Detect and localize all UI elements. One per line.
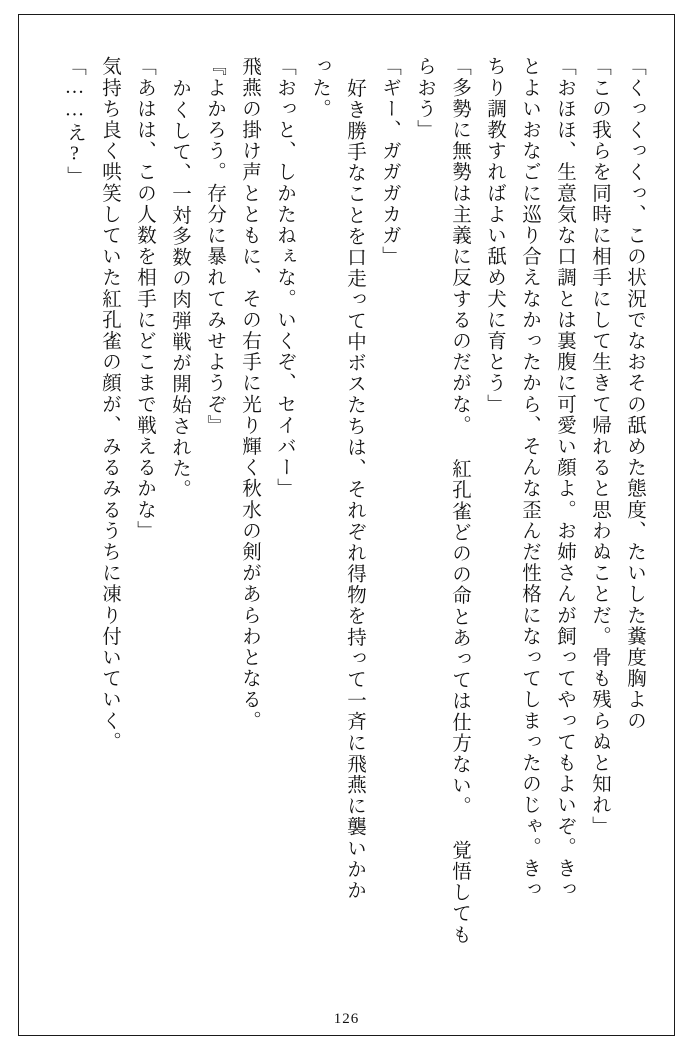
text-line: 「あはは、この人数を相手にどこまで戦えるかな」 — [134, 56, 155, 542]
text-line: 『よかろう。存分に暴れてみせようぞ』 — [204, 56, 225, 436]
text-line: 「おほほ、生意気な口調とは裏腹に可愛い顔よ。お姉さんが飼ってやってもよいぞ。きっ — [554, 56, 575, 900]
vertical-text-body — [40, 56, 652, 956]
text-line: 「おっと、しかたねぇな。いくぞ、セイバー」 — [274, 56, 295, 500]
text-line: 「ギー、ガガガカガ」 — [379, 56, 400, 267]
text-line: ちり調教すればよい舐め犬に育とう」 — [484, 56, 505, 415]
text-line: 飛燕の掛け声とともに、その右手に光り輝く秋水の剣があらわとなる。 — [239, 56, 260, 732]
text-line: 好き勝手なことを口走って中ボスたちは、それぞれ得物を持って一斉に飛燕に襲いかか — [344, 78, 365, 901]
text-line: 「……え?」 — [64, 56, 85, 188]
text-line: とよいおなごに巡り合えなかったから、そんな歪んだ性格になってしまったのじゃ。きっ — [519, 56, 540, 900]
text-line: らおう」 — [414, 56, 435, 141]
text-line: った。 — [309, 56, 330, 120]
text-line: 「多勢に無勢は主義に反するのだがな。 紅孔雀どのの命とあっては仕方ない。 覚悟しても — [449, 56, 470, 946]
text-line: 「くっくっくっ、この状況でなおその舐めた態度、たいした糞度胸よの — [624, 56, 645, 732]
page-number: 126 — [333, 1011, 360, 1027]
text-line: かくして、一対多数の肉弾戦が開始された。 — [169, 78, 190, 500]
text-line: 気持ち良く哄笑していた紅孔雀の顔が、みるみるうちに凍り付いていく。 — [99, 56, 120, 753]
text-line: 「この我らを同時に相手にして生きて帰れると思わぬことだ。骨も残らぬと知れ」 — [589, 56, 610, 837]
